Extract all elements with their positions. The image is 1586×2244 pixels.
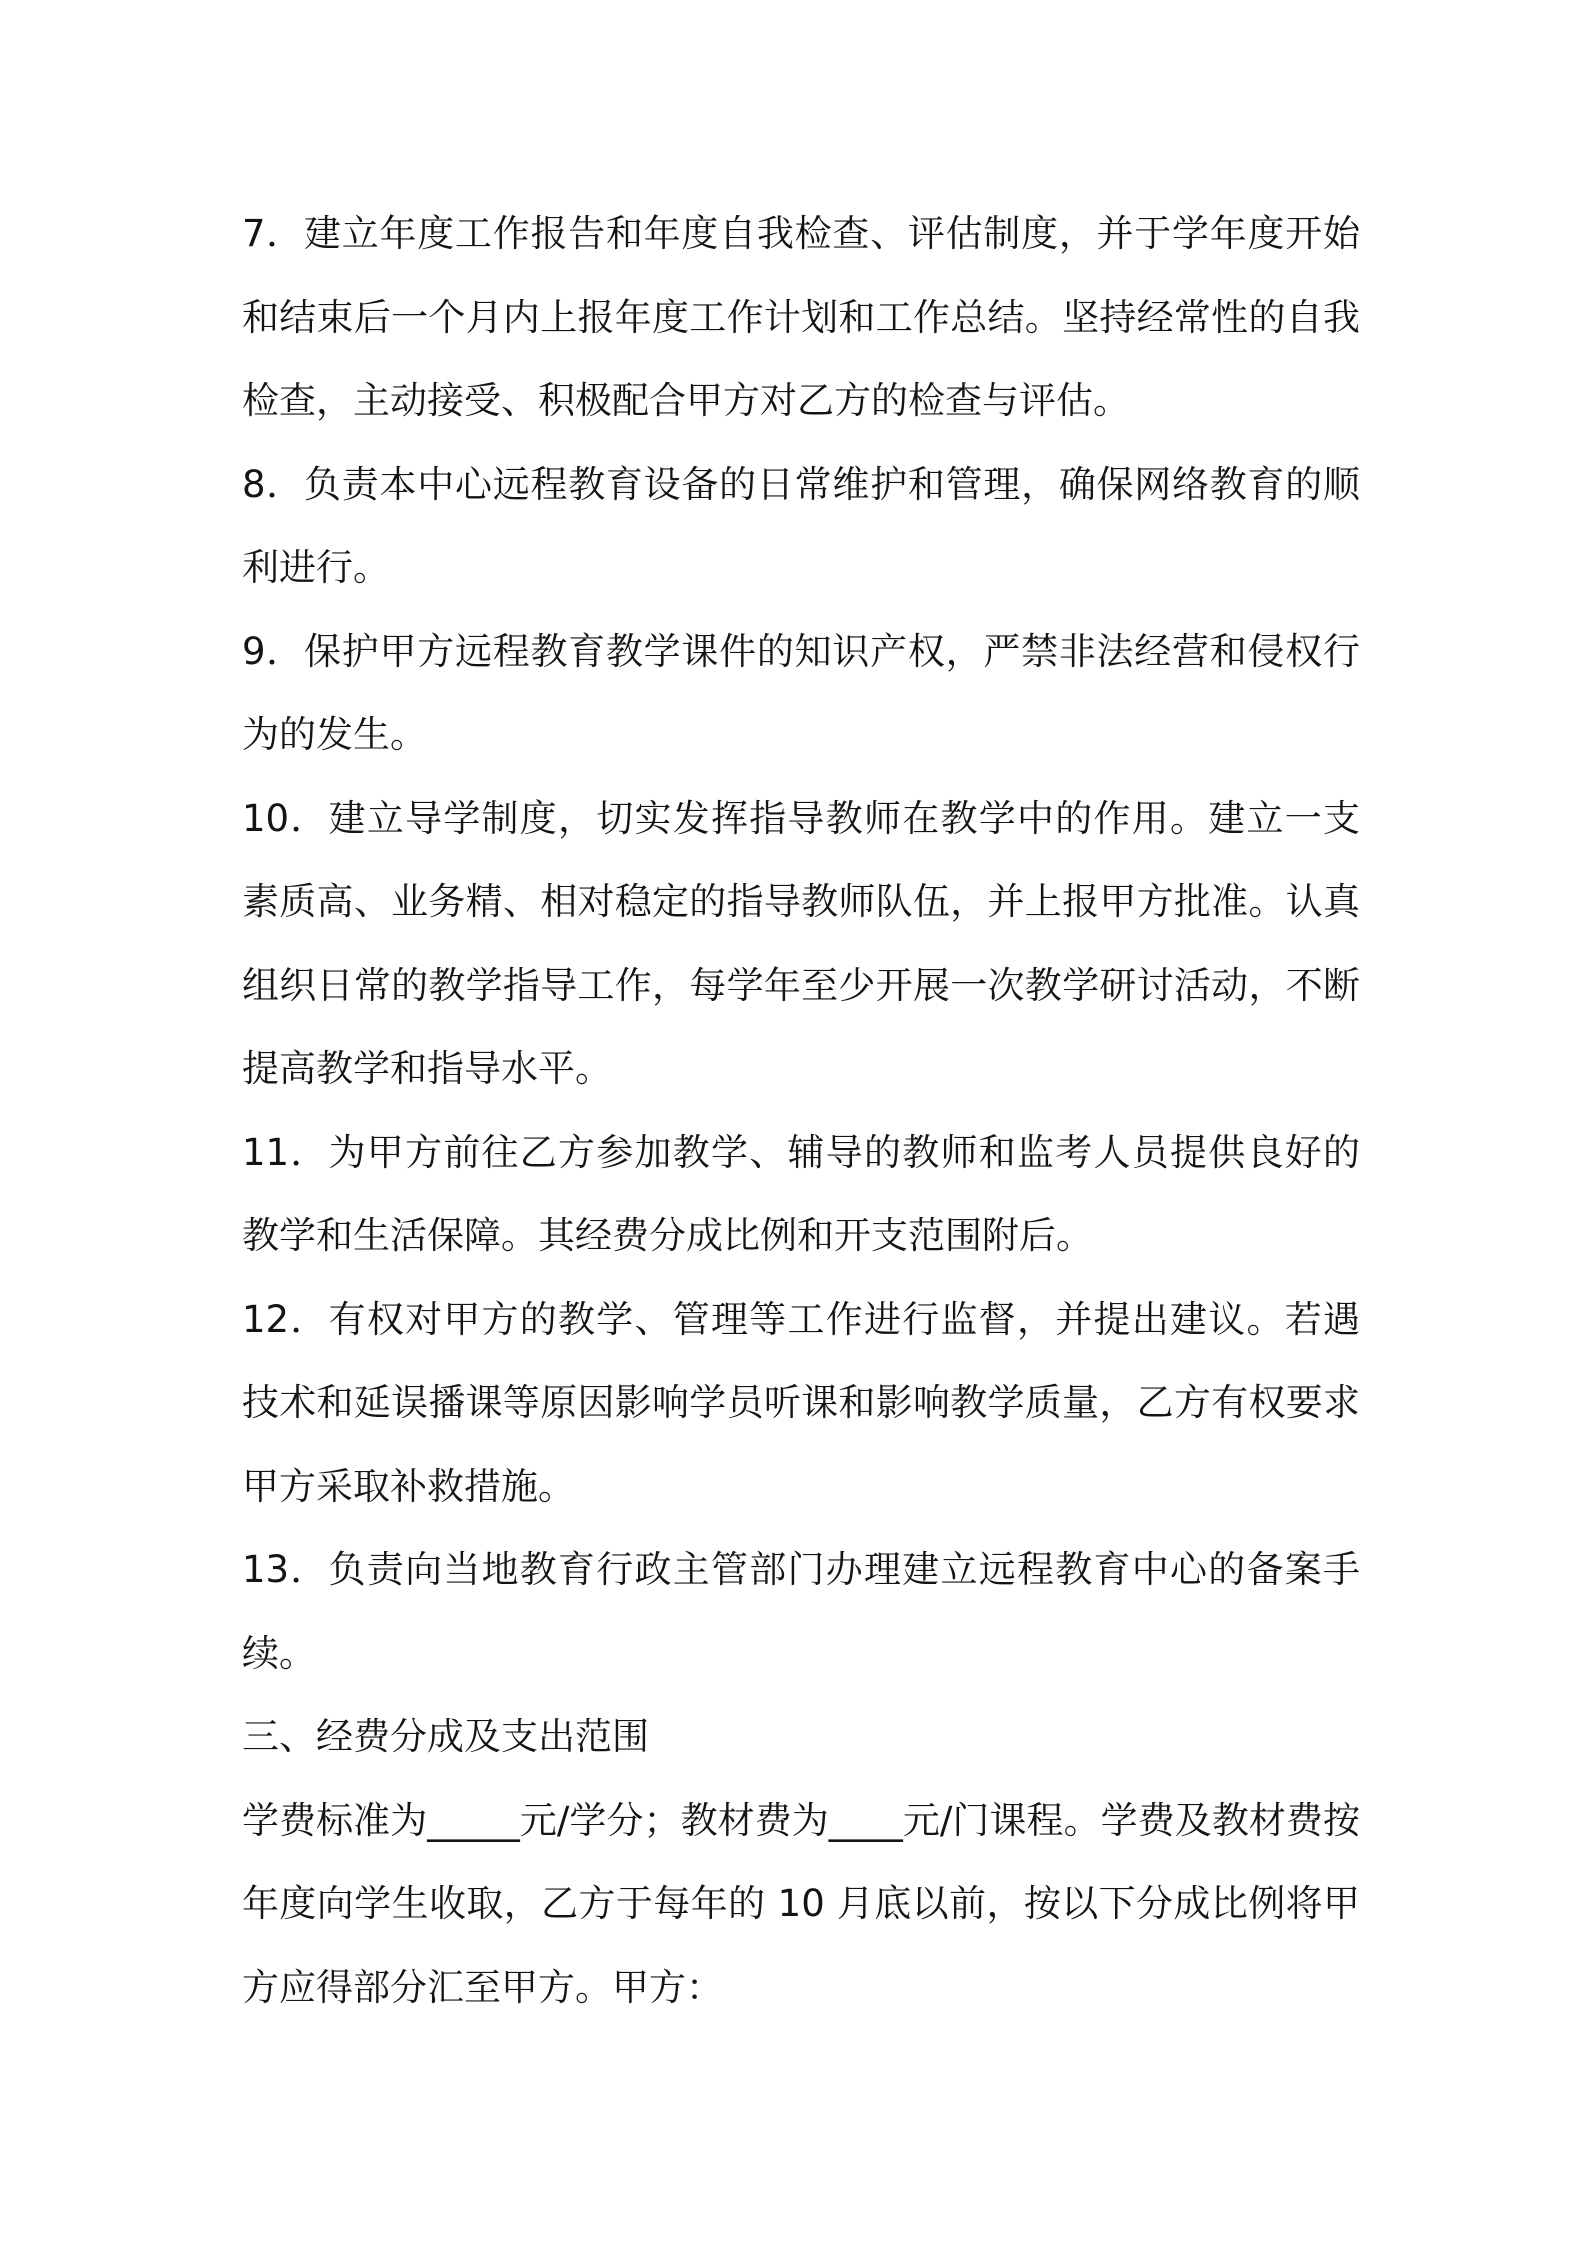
clause-11: 11．为甲方前往乙方参加教学、辅导的教师和监考人员提供良好的教学和生活保障。其经费分成比例和开支范围附后。 bbox=[242, 1130, 1360, 1257]
clause-7: 7．建立年度工作报告和年度自我检查、评估制度，并于学年度开始和结束后一个月内上报年度工作计划和工作总结。坚持经常性的自我检查，主动接受、积极配合甲方对乙方的检查与评估。 bbox=[242, 212, 1360, 422]
fee-paragraph: 学费标准为_____元/学分；教材费为____元/门课程。学费及教材费按年度向学生收取，乙方于每年的 10 月底以前，按以下分成比例将甲方应得部分汇至甲方。甲方： bbox=[242, 1798, 1360, 2009]
clause-9: 9．保护甲方远程教育教学课件的知识产权，严禁非法经营和侵权行为的发生。 bbox=[242, 629, 1360, 756]
section-heading: 三、经费分成及支出范围 bbox=[242, 1715, 649, 1758]
clause-12: 12．有权对甲方的教学、管理等工作进行监督，并提出建议。若遇技术和延误播课等原因影响学员听课和影响教学质量，乙方有权要求甲方采取补救措施。 bbox=[242, 1297, 1360, 1508]
document-body bbox=[242, 192, 1360, 2029]
clause-10: 10．建立导学制度，切实发挥指导教师在教学中的作用。建立一支素质高、业务精、相对稳定的指导教师队伍，并上报甲方批准。认真组织日常的教学指导工作，每学年至少开展一次教学研讨活动，不断提高教学和指导水平。 bbox=[242, 796, 1360, 1090]
clause-13: 13．负责向当地教育行政主管部门办理建立远程教育中心的备案手续。 bbox=[242, 1548, 1360, 1675]
clause-8: 8．负责本中心远程教育设备的日常维护和管理，确保网络教育的顺利进行。 bbox=[242, 462, 1360, 589]
